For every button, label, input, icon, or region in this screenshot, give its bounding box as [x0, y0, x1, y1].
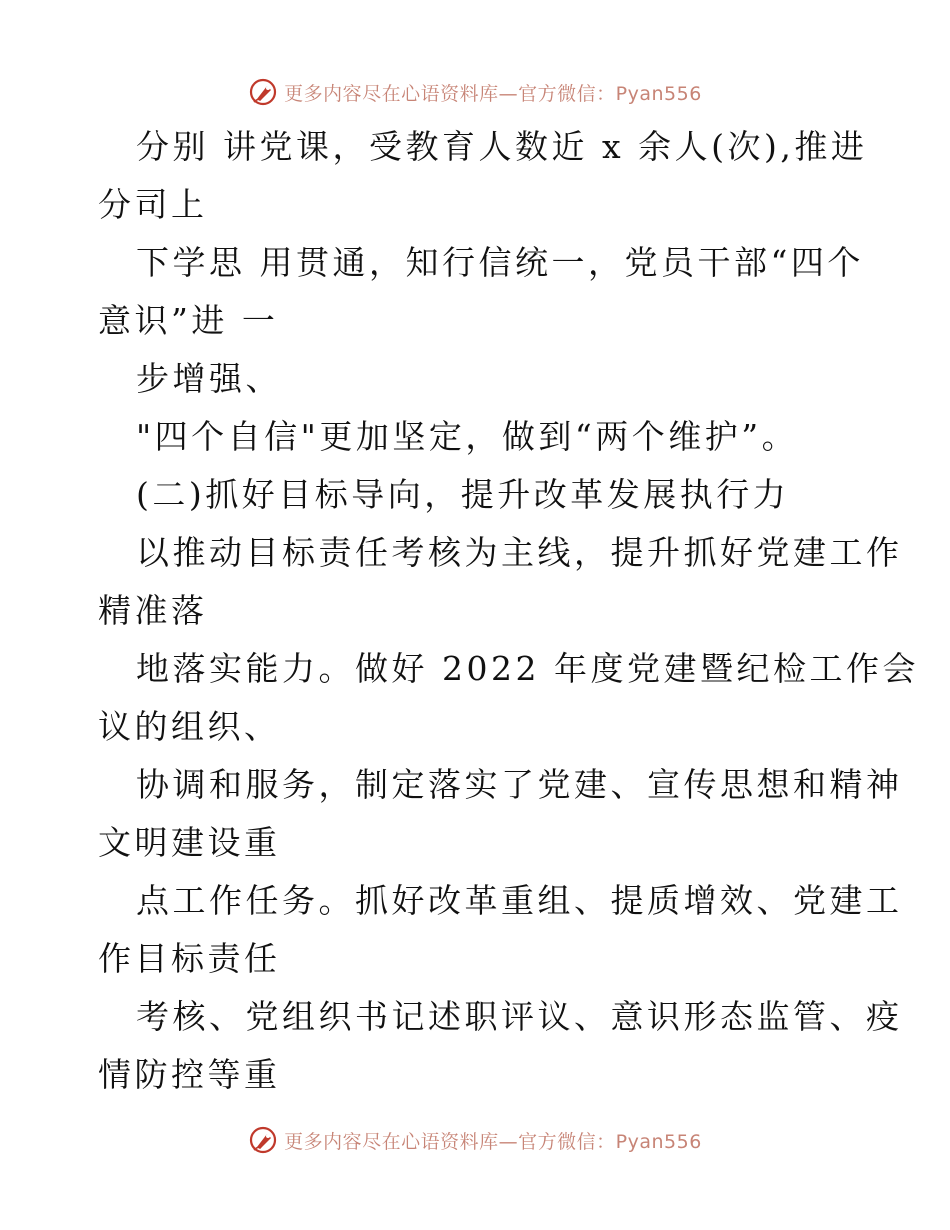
body-line: 步增强、 — [136, 359, 282, 398]
body-line: 分司上 — [98, 185, 208, 224]
body-line: 点工作任务。抓好改革重组、提质增效、党建工 — [136, 881, 903, 920]
body-line: "四个自信"更加坚定，做到“两个维护”。 — [136, 417, 799, 456]
body-line: 意识”进 一 — [98, 301, 279, 340]
body-line: 作目标责任 — [98, 939, 281, 978]
pen-nib-logo-icon — [248, 1125, 278, 1155]
body-line: 情防控等重 — [98, 1055, 281, 1094]
body-line: 协调和服务，制定落实了党建、宣传思想和精神 — [136, 765, 903, 804]
footer-banner — [0, 1120, 950, 1160]
section-heading: (二)抓好目标导向，提升改革发展执行力 — [136, 475, 790, 514]
header-banner — [0, 72, 950, 112]
body-line: 以推动目标责任考核为主线，提升抓好党建工作 — [136, 533, 903, 572]
document-body — [98, 118, 919, 1104]
body-line: 考核、党组织书记述职评议、意识形态监管、疫 — [136, 997, 903, 1036]
body-line: 精准落 — [98, 591, 208, 630]
pen-nib-logo-icon — [248, 77, 278, 107]
footer-banner-text: 更多内容尽在心语资料库—官方微信：Pyan556 — [284, 1130, 702, 1153]
body-line: 议的组织、 — [98, 707, 281, 746]
body-line: 下学思 用贯通，知行信统一，党员干部“四个 — [136, 243, 864, 282]
header-banner-text: 更多内容尽在心语资料库—官方微信：Pyan556 — [284, 82, 702, 105]
body-line: 分别 讲党课，受教育人数近 x 余人(次),推进 — [136, 127, 868, 166]
body-line: 文明建设重 — [98, 823, 281, 862]
body-line: 地落实能力。做好 2022 年度党建暨纪检工作会 — [136, 649, 919, 688]
